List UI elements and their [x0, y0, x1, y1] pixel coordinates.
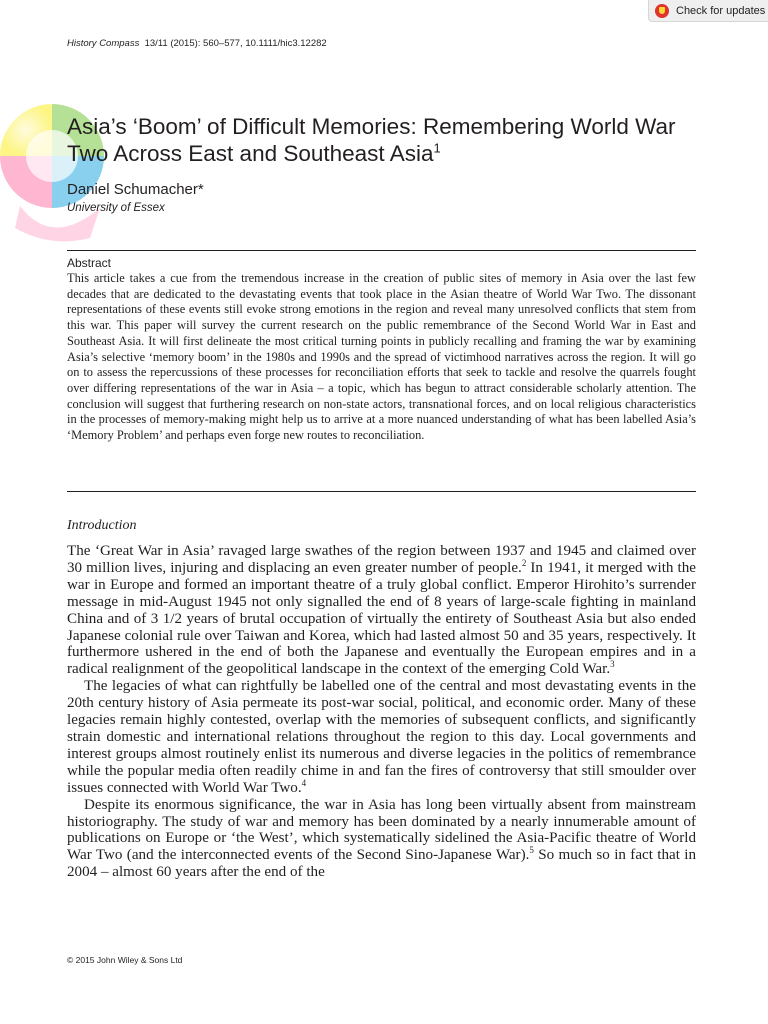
- author-affiliation: University of Essex: [67, 202, 165, 214]
- paragraph-text: So much so in fact that in 2004 – almost 60 years after the end of the: [67, 847, 696, 881]
- footnote-ref-4[interactable]: 4: [301, 777, 307, 788]
- author-name[interactable]: Daniel Schumacher*: [67, 181, 204, 198]
- abstract-top-rule: [67, 250, 696, 251]
- title-footnote-ref[interactable]: 1: [433, 140, 441, 156]
- introduction-body: [67, 543, 696, 881]
- abstract-text: This article takes a cue from the tremendous increase in the creation of public sites of memory in Asia over the last few decades that are dedicated to the devastating events that took place in the Asian theatre of World War Two. The dissonant representations of these events still evoke strong emotions in the region and reveal many unresolved conflicts that stem from this war. This paper will survey the current research on the public remembrance of the Second World War in East and Southeast Asia. It will first delineate the most critical turning points in publicly recalling and framing the war by examining Asia’s selective ‘memory boom’ in the 1980s and 1990s and the spread of victimhood narratives across the region. It will go on to assess the repercussions of these processes for reconciliation efforts that seek to tackle and resolve the quarrels fought over differing representations of the war in Asia – a topic, which has begun to attract considerable scholarly attention. The conclusion will suggest that furthering research on non-state actors, transnational forces, and on local religious characteristics in the processes of memory-making might help us to arrive at a more nuanced understanding of what has been labelled Asia’s ‘Memory Problem’ and perhaps even forge new routes to reconciliation.: [67, 271, 696, 443]
- paragraph-1: [67, 543, 696, 678]
- introduction-heading: Introduction: [67, 518, 137, 533]
- abstract-heading: Abstract: [67, 256, 112, 270]
- article-title-text: Asia’s ‘Boom’ of Difficult Memories: Remembering World War Two Across East and Southeast Asia: [67, 114, 676, 166]
- journal-citation: [67, 38, 327, 49]
- paragraph-2: [67, 678, 696, 796]
- footnote-ref-5[interactable]: 5: [529, 845, 534, 856]
- article-title: [67, 113, 707, 167]
- check-for-updates-badge[interactable]: [648, 0, 768, 22]
- footnote-ref-3[interactable]: 3: [610, 659, 615, 670]
- paragraph-text: The ‘Great War in Asia’ ravaged large swathes of the region between 1937 and 1945 and claimed over 30 million lives, injuring and displacing an even greater number of people.: [67, 543, 696, 576]
- check-for-updates-label: Check for updates: [676, 4, 766, 17]
- paragraph-text: In 1941, it merged with the war in Europe and formed an important theatre of a truly global conflict. Emperor Hirohito’s surrender message in mid-August 1945 not only signalled the end of 8 years of large-scale fighting in mainland China and of 3 1/2 years of brutal occupation of virtually the entirety of Southeast Asia but also ended Japanese colonial rule over Taiwan and Korea, which had lasted almost 50 and 35 years, respectively. It furthermore ushered in the end of both the Japanese and eventually the European empires and in a radical realignment of the geopolitical landscape in the context of the emerging Cold War.: [67, 559, 696, 678]
- check-for-updates-icon: [655, 4, 669, 18]
- footnote-ref-2[interactable]: 2: [521, 557, 527, 568]
- journal-name: History Compass: [67, 38, 140, 49]
- paragraph-text: The legacies of what can rightfully be labelled one of the central and most devastating events in the 20th century history of Asia permeate its post-war social, political, and economic order. Many of these legacies remain highly contested, overlap with the memories of subsequent conflicts, and significantly strain domestic and international relations throughout the region to this day. Local governments and interest groups almost routinely enlist its numerous and diverse legacies in the politics of remembrance while the popular media often readily chime in and fan the fires of controversy that still smoulder over issues connected with World War Two.: [67, 678, 696, 796]
- paragraph-3: [67, 797, 696, 882]
- citation-text: 13/11 (2015): 560–577, 10.1111/hic3.12282: [144, 38, 327, 49]
- paragraph-text: Despite its enormous significance, the war in Asia has long been virtually absent from mainstream historiography. The study of war and memory has been dominated by a nearly innumerable amount of publications on Europe or ‘the West’, which systematically sidelined the Asia-Pacific theatre of World War Two (and the interconnected events of the Second Sino-Japanese War).: [67, 796, 696, 864]
- copyright-footer: © 2015 John Wiley & Sons Ltd: [67, 955, 183, 965]
- abstract-bottom-rule: [67, 491, 696, 492]
